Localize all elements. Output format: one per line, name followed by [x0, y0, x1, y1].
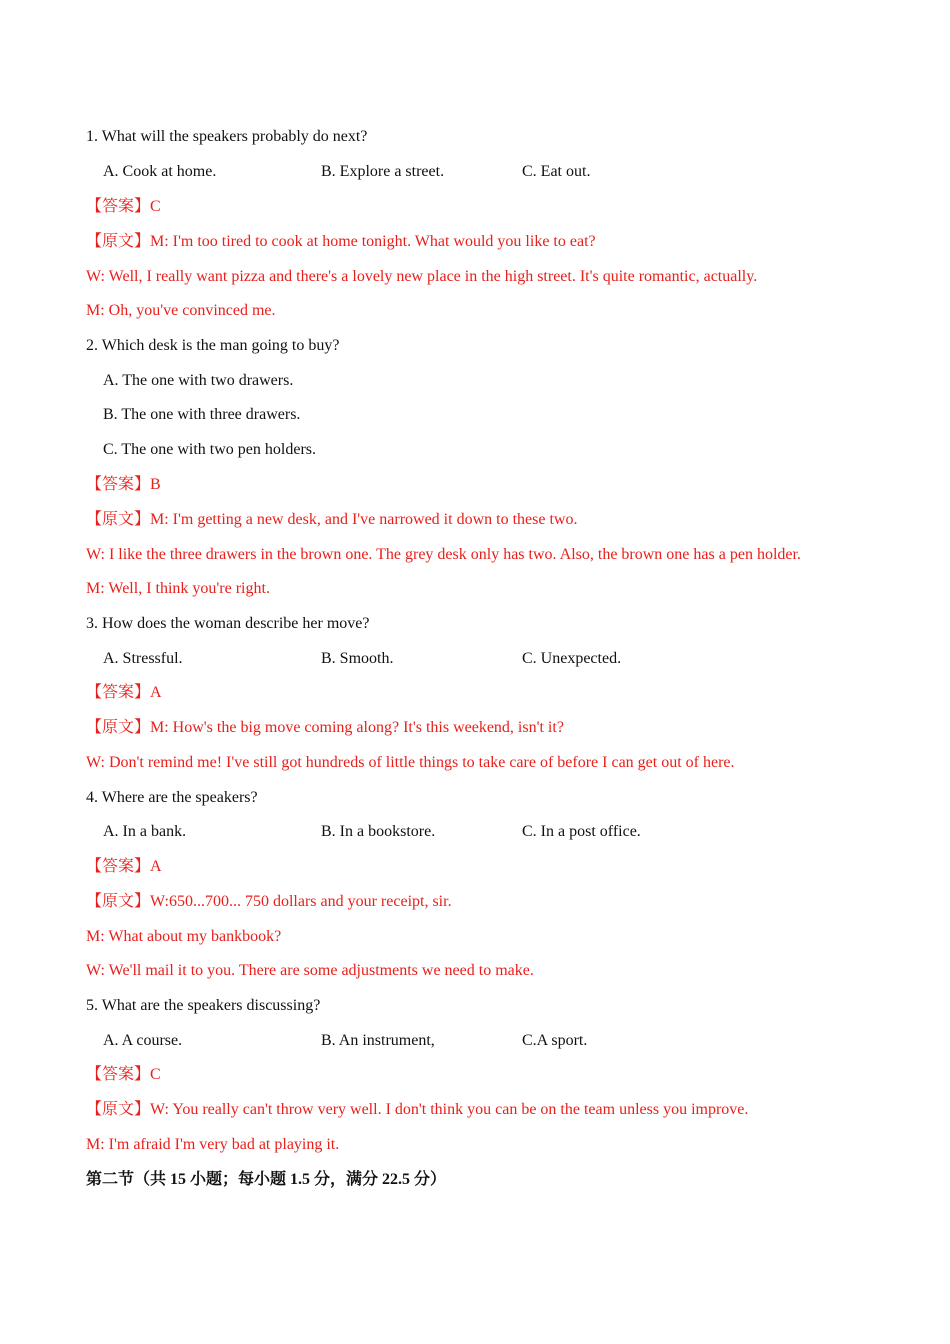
q2-transcript-line: W: I like the three drawers in the brown one. The grey desk only has two. Also, the brown one has a pen holder.: [86, 546, 801, 563]
q1-option-b: B. Explore a street.: [321, 163, 445, 180]
q2-transcript-line: M: Well, I think you're right.: [86, 580, 270, 597]
question-2: 2. Which desk is the man going to buy?: [86, 337, 340, 354]
q3-option-c: C. Unexpected.: [522, 650, 622, 667]
q3-transcript-line: W: Don't remind me! I've still got hundreds of little things to take care of before I can get out of here.: [86, 754, 735, 771]
q4-option-b: B. In a bookstore.: [321, 823, 436, 840]
q4-option-c: C. In a post office.: [522, 823, 641, 840]
q5-transcript-line: M: I'm afraid I'm very bad at playing it.: [86, 1136, 340, 1153]
q4-answer: 【答案】A: [86, 858, 162, 875]
q4-transcript-line: 【原文】W:650...700... 750 dollars and your receipt, sir.: [86, 893, 452, 910]
q1-transcript-line: 【原文】M: I'm too tired to cook at home tonight. What would you like to eat?: [86, 233, 596, 250]
q4-option-a: A. In a bank.: [103, 823, 187, 840]
q1-option-c: C. Eat out.: [522, 163, 591, 180]
q5-option-c: C.A sport.: [522, 1032, 588, 1049]
question-3: 3. How does the woman describe her move?: [86, 615, 370, 632]
q1-option-a: A. Cook at home.: [103, 163, 217, 180]
q5-option-a: A. A course.: [103, 1032, 183, 1049]
q3-answer: 【答案】A: [86, 684, 162, 701]
q2-option-a: A. The one with two drawers.: [103, 372, 294, 389]
q5-answer: 【答案】C: [86, 1066, 161, 1083]
q4-transcript-line: W: We'll mail it to you. There are some adjustments we need to make.: [86, 962, 534, 979]
q2-option-b: B. The one with three drawers.: [103, 406, 301, 423]
q4-transcript-line: M: What about my bankbook?: [86, 928, 282, 945]
question-4: 4. Where are the speakers?: [86, 789, 258, 806]
q1-transcript-line: W: Well, I really want pizza and there's a lovely new place in the high street. It's quite romantic, actually.: [86, 268, 758, 285]
section-heading: 第二节（共 15 小题；每小题 1.5 分，满分 22.5 分）: [86, 1171, 447, 1188]
question-5: 5. What are the speakers discussing?: [86, 997, 321, 1014]
q3-option-a: A. Stressful.: [103, 650, 183, 667]
question-1: 1. What will the speakers probably do next?: [86, 128, 368, 145]
q5-transcript-line: 【原文】W: You really can't throw very well. I don't think you can be on the team unless you improve.: [86, 1101, 749, 1118]
q2-transcript-line: 【原文】M: I'm getting a new desk, and I've narrowed it down to these two.: [86, 511, 578, 528]
q2-answer: 【答案】B: [86, 476, 161, 493]
q2-option-c: C. The one with two pen holders.: [103, 441, 317, 458]
q3-option-b: B. Smooth.: [321, 650, 394, 667]
q1-transcript-line: M: Oh, you've convinced me.: [86, 302, 276, 319]
q1-answer: 【答案】C: [86, 198, 161, 215]
q5-option-b: B. An instrument,: [321, 1032, 435, 1049]
q3-transcript-line: 【原文】M: How's the big move coming along? It's this weekend, isn't it?: [86, 719, 564, 736]
